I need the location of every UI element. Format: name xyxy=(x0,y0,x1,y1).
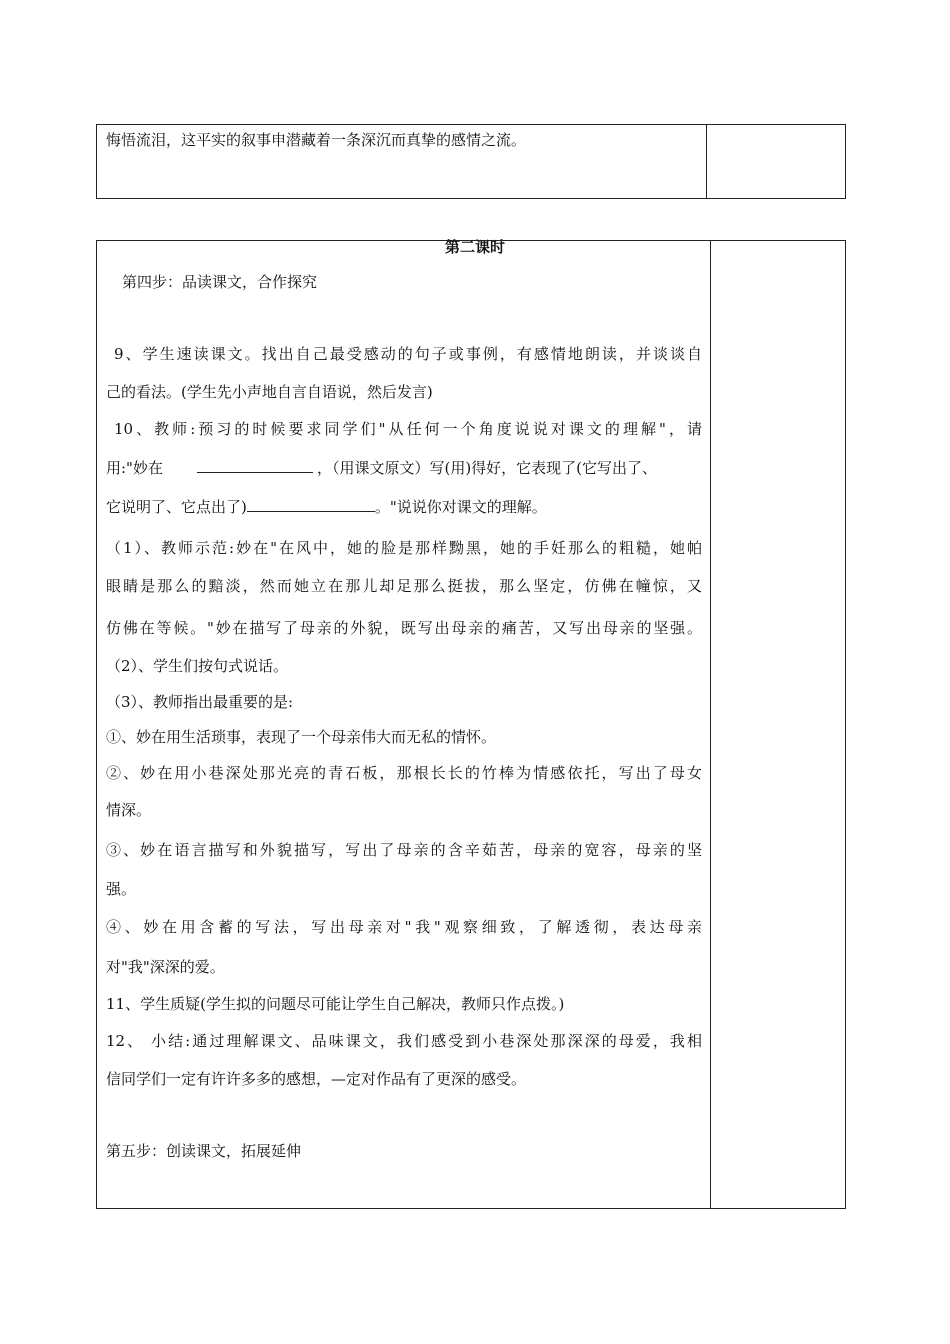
point-2-line-1: ②、妙在用小巷深处那光亮的青石板，那根长长的竹棒为情感依托，写出了母女 xyxy=(106,764,702,782)
paragraph-10-line-3-start: 它说明了、它点出了) xyxy=(106,498,247,516)
example-1-line-2: 眼睛是那么的黯淡，然而她立在那儿却足那么挺拔，那么坚定，仿佛在幢惊，又 xyxy=(106,577,702,595)
paragraph-10-line-2-start: 用:"妙在 xyxy=(106,459,163,477)
section-title: 第二课时 xyxy=(444,238,505,256)
paragraph-10-line-1: 10、教师:预习的时候要求同学们"从任何一个角度说说对课文的理解"，请 xyxy=(114,420,702,438)
paragraph-10-line-2-end: ，（用课文原文）写(用)得好，它表现了(它写出了、 xyxy=(316,459,658,477)
point-3-line-1: ③、妙在语言描写和外貌描写，写出了母亲的含辛茹苦，母亲的宽容，母亲的坚 xyxy=(106,841,702,859)
fill-in-blank xyxy=(247,497,375,512)
point-1: ①、妙在用生活琐事，表现了一个母亲伟大而无私的情怀。 xyxy=(106,728,497,746)
paragraph-12-line-1: 12、 小结:通过理解课文、品味课文，我们感受到小巷深处那深深的母爱，我相 xyxy=(106,1032,702,1050)
step-2-text: （2）、学生们按句式说话。 xyxy=(106,657,289,675)
point-2-line-2: 情深。 xyxy=(106,801,152,819)
step5-heading: 第五步：创读课文，拓展延伸 xyxy=(106,1142,302,1160)
top-table-text: 悔悟流泪，这平实的叙事申潜藏着一条深沉而真挚的感情之流。 xyxy=(106,131,527,149)
example-1-line-1: （1）、教师示范:妙在"在风中，她的脸是那样黝黑，她的手妊那么的粗糙，她帕 xyxy=(106,539,702,557)
fill-in-blank xyxy=(197,458,313,473)
point-4-line-1: ④、妙在用含蓄的写法，写出母亲对"我"观察细致，了解透彻，表达母亲 xyxy=(106,918,702,936)
paragraph-10-line-2 xyxy=(106,458,657,478)
paragraph-10-line-3 xyxy=(106,497,547,517)
paragraph-10-line-3-end: 。"说说你对课文的理解。 xyxy=(374,498,547,516)
paragraph-9-line-1: 9、学生速读课文。找出自己最受感动的句子或事例，有感情地朗读，并谈谈自 xyxy=(114,345,702,363)
column-divider xyxy=(706,125,707,198)
example-1-line-3: 仿佛在等候。"妙在描写了母亲的外貌，既写出母亲的痛苦，又写出母亲的坚强。 xyxy=(106,619,702,637)
point-4-line-2: 对"我"深深的爱。 xyxy=(106,958,225,976)
paragraph-12-line-2: 信同学们一定有许许多多的感想，—定对作品有了更深的感受。 xyxy=(106,1070,527,1088)
step4-heading: 第四步：品读课文，合作探究 xyxy=(122,273,318,291)
paragraph-11: 11、学生质疑(学生拟的问题尽可能让学生自己解决，教师只作点拨。) xyxy=(106,995,565,1013)
step-3-text: （3）、教师指出最重要的是: xyxy=(106,693,294,711)
column-divider xyxy=(710,241,711,1208)
point-3-line-2: 强。 xyxy=(106,880,137,898)
paragraph-9-line-2: 己的看法。(学生先小声地自言自语说，然后发言) xyxy=(106,383,433,401)
